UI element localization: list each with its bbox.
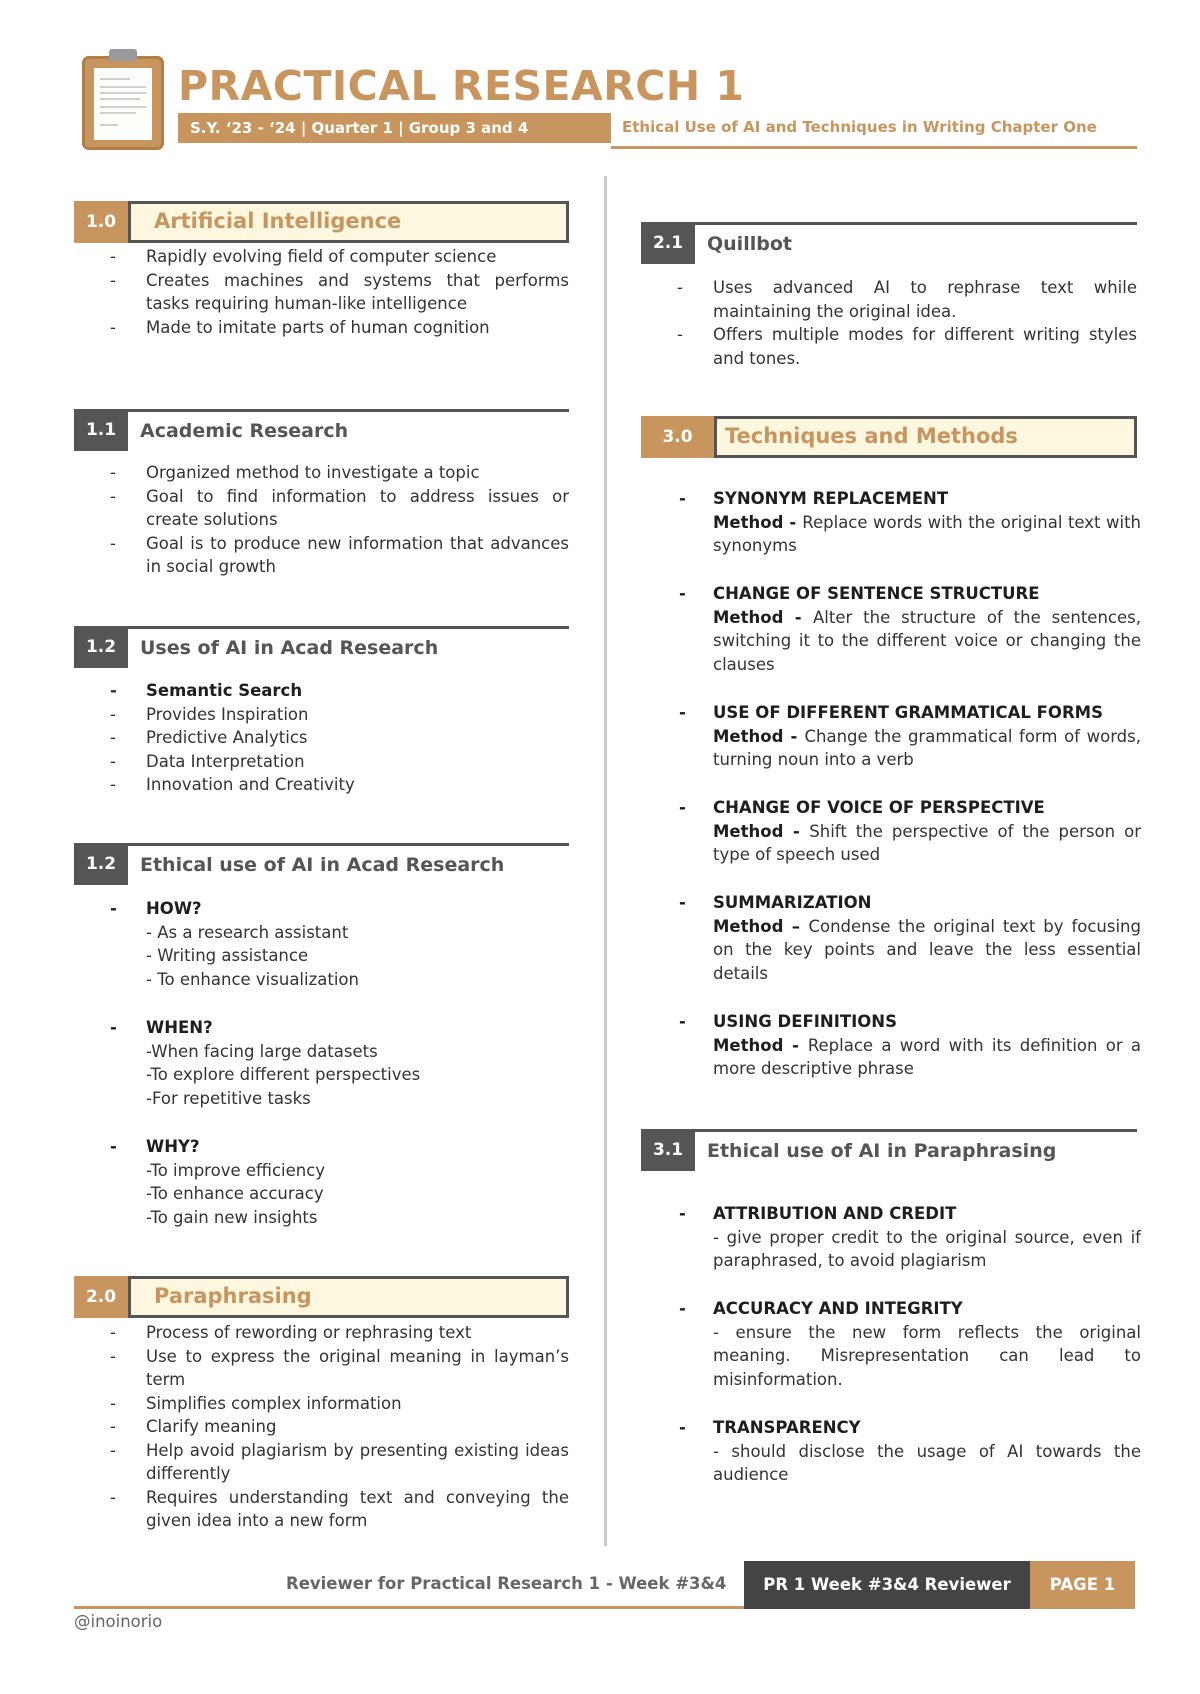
section-header-techniques-and-methods [641, 416, 1137, 458]
list-item: - Made to imitate parts of human cognition [74, 316, 569, 340]
method-label: Method [713, 916, 784, 936]
technique-item [641, 487, 1141, 558]
footer-badge: PR 1 Week #3&4 Reviewer [744, 1561, 1030, 1609]
section-title: Ethical use of AI in Acad Research [140, 854, 505, 876]
quillbot-list [641, 276, 1137, 370]
technique-item [641, 1010, 1141, 1081]
group-answer: -For repetitive tasks [146, 1088, 311, 1108]
how-group [74, 897, 569, 991]
section-title: Quillbot [707, 233, 792, 255]
list-item: - Help avoid plagiarism by presenting existing ideas differently [74, 1439, 569, 1486]
technique-name: - SUMMARIZATION [641, 891, 1141, 915]
technique-name: - CHANGE OF VOICE OF PERSPECTIVE [641, 796, 1141, 820]
section-header-artificial-intelligence [74, 201, 569, 243]
header-rule [611, 146, 1137, 149]
section-header-ethical-use-of-ai [74, 843, 569, 885]
when-group [74, 1016, 569, 1110]
group-answer: - Writing assistance [146, 946, 309, 965]
footer-caption: Reviewer for Practical Research 1 - Week #3&4 [286, 1574, 727, 1593]
section-number: 3.0 [641, 416, 714, 458]
list-item: - Process of rewording or rephrasing text [74, 1321, 569, 1345]
uses-of-ai-list [74, 679, 569, 797]
section-title: Academic Research [140, 420, 349, 442]
paraphrasing-list [74, 1321, 569, 1533]
method-separator: - [783, 1035, 808, 1055]
list-item: - Creates machines and systems that performs tasks requiring human-like intelligence [74, 269, 569, 316]
section-title: Techniques and Methods [725, 424, 1018, 448]
section-number: 2.0 [74, 1276, 128, 1318]
method-label: Method [713, 512, 784, 532]
list-item: - Organized method to investigate a topic [74, 461, 569, 485]
column-divider [604, 176, 607, 1546]
section-header-academic-research [74, 409, 569, 451]
method-separator: - [783, 726, 805, 746]
section-number: 1.2 [74, 843, 128, 885]
method-description: Shift the perspective of the person or type of speech used [713, 821, 1141, 864]
ethics-item [641, 1297, 1141, 1391]
course-meta: S.Y. ‘23 - ‘24 | Quarter 1 | Group 3 and 4 [178, 113, 611, 143]
page-title: PRACTICAL RESEARCH 1 [178, 62, 745, 110]
ethics-item [641, 1202, 1141, 1273]
section-header-paraphrasing [74, 1276, 569, 1318]
section-number: 1.0 [74, 201, 128, 243]
method-separator: – [783, 916, 809, 936]
group-answer: -To enhance accuracy [146, 1184, 324, 1203]
list-item: - Predictive Analytics [74, 726, 569, 750]
group-answer: -To explore different perspectives [146, 1065, 421, 1084]
section-title: Paraphrasing [154, 1284, 312, 1308]
method-description: Alter the structure of the sentences, switching it to the different voice or changing the clauses [713, 607, 1141, 674]
section-number: 2.1 [641, 222, 695, 264]
list-item: - Offers multiple modes for different writing styles and tones. [641, 323, 1137, 370]
topic-subtitle: Ethical Use of AI and Techniques in Writing Chapter One [622, 118, 1097, 136]
academic-research-list [74, 461, 569, 579]
list-item: - Innovation and Creativity [74, 773, 569, 797]
technique-name: - USE OF DIFFERENT GRAMMATICAL FORMS [641, 701, 1141, 725]
technique-item [641, 891, 1141, 985]
list-item: - Goal to find information to address issues or create solutions [74, 485, 569, 532]
section-header-quillbot [641, 222, 1137, 264]
ethics-description: - ensure the new form reflects the original meaning. Misrepresentation can lead to misinformation. [713, 1322, 1141, 1389]
section-header-uses-of-ai [74, 626, 569, 668]
list-item: - Semantic Search [74, 679, 569, 703]
clipboard-icon [82, 56, 164, 150]
technique-item [641, 582, 1141, 676]
method-label: Method [713, 821, 784, 841]
technique-name: - USING DEFINITIONS [641, 1010, 1141, 1034]
section-title: Ethical use of AI in Paraphrasing [707, 1140, 1057, 1162]
list-item: - Uses advanced AI to rephrase text while maintaining the original idea. [641, 276, 1137, 323]
list-item: - Data Interpretation [74, 750, 569, 774]
ethics-item [641, 1416, 1141, 1487]
group-answer: -To improve efficiency [146, 1160, 326, 1180]
list-item: - Requires understanding text and conveying the given idea into a new form [74, 1486, 569, 1533]
method-separator: - [783, 512, 803, 532]
group-answer: - As a research assistant [146, 922, 349, 942]
ethics-heading: - TRANSPARENCY [641, 1416, 1141, 1440]
technique-name: - CHANGE OF SENTENCE STRUCTURE [641, 582, 1141, 606]
ethics-description: - give proper credit to the original source, even if paraphrased, to avoid plagiarism [713, 1227, 1141, 1270]
method-label: Method [713, 607, 784, 627]
technique-name: - SYNONYM REPLACEMENT [641, 487, 1141, 511]
method-separator: - [783, 821, 810, 841]
technique-item [641, 796, 1141, 867]
method-label: Method [713, 726, 784, 746]
group-question: - WHEN? [74, 1016, 569, 1040]
method-description: Change the grammatical form of words, turning noun into a verb [713, 726, 1141, 769]
technique-item [641, 701, 1141, 772]
method-description: Replace words with the original text with synonyms [713, 512, 1142, 555]
ethics-heading: - ACCURACY AND INTEGRITY [641, 1297, 1141, 1321]
ethics-description: - should disclose the usage of AI towards the audience [713, 1441, 1141, 1484]
footer-rule [74, 1606, 744, 1609]
section-title: Artificial Intelligence [154, 209, 402, 233]
section-header-ethical-paraphrasing [641, 1129, 1137, 1171]
group-answer: -When facing large datasets [146, 1041, 378, 1061]
section-number: 3.1 [641, 1129, 695, 1171]
method-separator: - [783, 607, 814, 627]
why-group [74, 1135, 569, 1229]
group-answer: -To gain new insights [146, 1207, 318, 1227]
section-number: 1.2 [74, 626, 128, 668]
ai-definition-list [74, 245, 569, 339]
list-item: - Goal is to produce new information that advances in social growth [74, 532, 569, 579]
list-item: - Simplifies complex information [74, 1392, 569, 1416]
list-item: - Use to express the original meaning in layman’s term [74, 1345, 569, 1392]
list-item: - Provides Inspiration [74, 703, 569, 727]
page-number: PAGE 1 [1030, 1561, 1135, 1609]
group-question: - WHY? [74, 1135, 569, 1159]
method-description: Replace a word with its definition or a more descriptive phrase [713, 1035, 1141, 1078]
method-label: Method [713, 1035, 784, 1055]
section-title: Uses of AI in Acad Research [140, 637, 439, 659]
group-answer: - To enhance visualization [146, 969, 359, 989]
list-item: - Clarify meaning [74, 1415, 569, 1439]
section-number: 1.1 [74, 409, 128, 451]
author-handle: @inoinorio [74, 1612, 163, 1631]
method-description: Condense the original text by focusing on the key points and leave the less essential details [713, 916, 1141, 983]
ethics-heading: - ATTRIBUTION AND CREDIT [641, 1202, 1141, 1226]
list-item: - Rapidly evolving field of computer science [74, 245, 569, 269]
group-question: - HOW? [74, 897, 569, 921]
